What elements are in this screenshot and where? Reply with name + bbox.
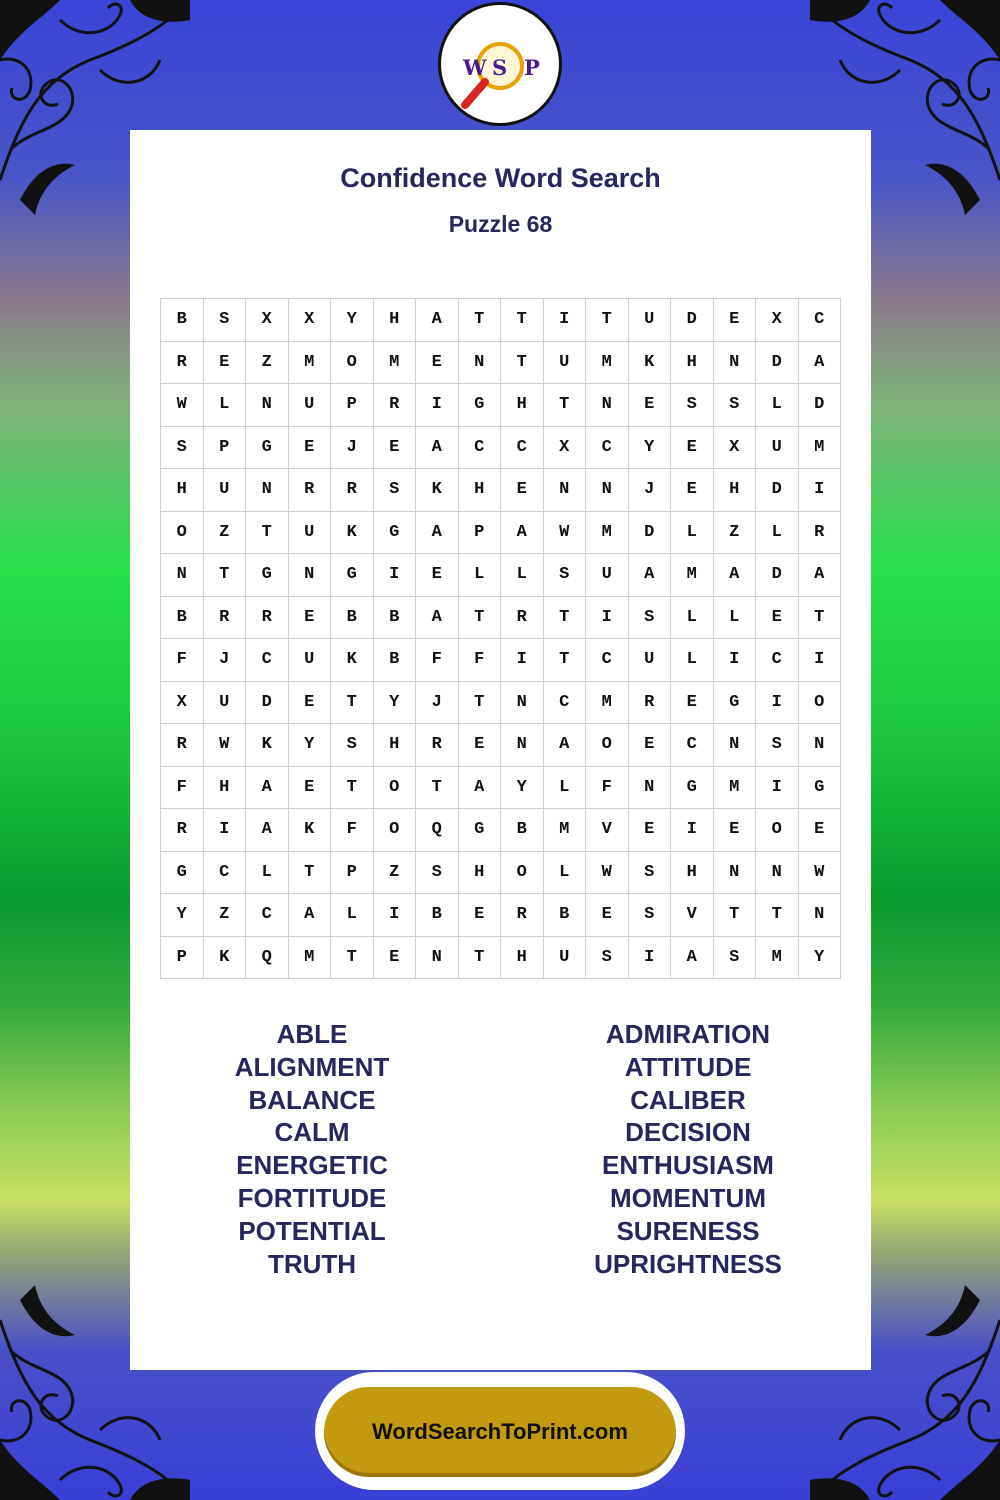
- grid-cell[interactable]: O: [756, 809, 799, 852]
- grid-cell[interactable]: S: [756, 724, 799, 767]
- grid-cell[interactable]: H: [204, 767, 247, 810]
- grid-cell[interactable]: E: [416, 554, 459, 597]
- grid-cell[interactable]: G: [246, 427, 289, 470]
- grid-cell[interactable]: W: [161, 384, 204, 427]
- word-list-item: ENERGETIC: [236, 1150, 388, 1181]
- grid-cell[interactable]: E: [629, 809, 672, 852]
- grid-cell[interactable]: C: [246, 894, 289, 937]
- grid-cell[interactable]: A: [246, 767, 289, 810]
- grid-cell[interactable]: P: [161, 937, 204, 980]
- grid-cell[interactable]: F: [161, 639, 204, 682]
- grid-cell[interactable]: I: [204, 809, 247, 852]
- grid-cell[interactable]: P: [459, 512, 502, 555]
- grid-cell[interactable]: H: [459, 469, 502, 512]
- grid-cell[interactable]: D: [756, 554, 799, 597]
- grid-cell[interactable]: G: [374, 512, 417, 555]
- grid-cell[interactable]: T: [416, 767, 459, 810]
- grid-cell[interactable]: L: [671, 639, 714, 682]
- grid-cell[interactable]: J: [331, 427, 374, 470]
- grid-cell[interactable]: A: [544, 724, 587, 767]
- grid-cell[interactable]: R: [246, 597, 289, 640]
- puzzle-number: Puzzle 68: [448, 211, 553, 237]
- logo-letter-s: S: [492, 55, 508, 80]
- grid-cell[interactable]: E: [289, 597, 332, 640]
- grid-cell[interactable]: I: [671, 809, 714, 852]
- letter-grid: [160, 298, 841, 979]
- grid-cell[interactable]: C: [586, 639, 629, 682]
- grid-cell[interactable]: D: [629, 512, 672, 555]
- grid-cell[interactable]: E: [289, 682, 332, 725]
- grid-cell[interactable]: G: [714, 682, 757, 725]
- grid-cell[interactable]: Y: [799, 937, 842, 980]
- grid-cell[interactable]: Y: [331, 299, 374, 342]
- grid-cell[interactable]: K: [204, 937, 247, 980]
- grid-cell[interactable]: L: [246, 852, 289, 895]
- grid-cell[interactable]: G: [459, 384, 502, 427]
- website-link-button[interactable]: WordSearchToPrint.com: [324, 1387, 676, 1477]
- grid-cell[interactable]: A: [459, 767, 502, 810]
- grid-cell[interactable]: R: [204, 597, 247, 640]
- grid-cell[interactable]: V: [586, 809, 629, 852]
- grid-cell[interactable]: U: [544, 937, 587, 980]
- grid-cell[interactable]: F: [416, 639, 459, 682]
- word-list-item: CALM: [274, 1117, 350, 1148]
- grid-cell[interactable]: T: [756, 894, 799, 937]
- grid-cell[interactable]: O: [374, 809, 417, 852]
- grid-cell[interactable]: O: [501, 852, 544, 895]
- grid-cell[interactable]: E: [204, 342, 247, 385]
- grid-cell[interactable]: T: [246, 512, 289, 555]
- grid-cell[interactable]: C: [501, 427, 544, 470]
- grid-cell[interactable]: R: [501, 597, 544, 640]
- grid-cell[interactable]: T: [459, 937, 502, 980]
- grid-cell[interactable]: U: [289, 639, 332, 682]
- grid-cell[interactable]: M: [544, 809, 587, 852]
- grid-cell[interactable]: N: [714, 342, 757, 385]
- grid-cell[interactable]: B: [374, 597, 417, 640]
- grid-cell[interactable]: Z: [374, 852, 417, 895]
- grid-cell[interactable]: I: [799, 639, 842, 682]
- grid-cell[interactable]: E: [671, 682, 714, 725]
- grid-cell[interactable]: R: [161, 724, 204, 767]
- grid-cell[interactable]: N: [629, 767, 672, 810]
- grid-cell[interactable]: T: [799, 597, 842, 640]
- grid-cell[interactable]: E: [586, 894, 629, 937]
- grid-cell[interactable]: R: [161, 809, 204, 852]
- word-list-item: SURENESS: [616, 1215, 760, 1246]
- grid-cell[interactable]: A: [416, 427, 459, 470]
- grid-cell[interactable]: W: [586, 852, 629, 895]
- grid-cell[interactable]: R: [161, 342, 204, 385]
- grid-cell[interactable]: T: [501, 342, 544, 385]
- grid-cell[interactable]: N: [459, 342, 502, 385]
- grid-cell[interactable]: S: [714, 937, 757, 980]
- grid-cell[interactable]: L: [544, 767, 587, 810]
- grid-cell[interactable]: B: [544, 894, 587, 937]
- grid-cell[interactable]: U: [544, 342, 587, 385]
- grid-cell[interactable]: E: [799, 809, 842, 852]
- grid-cell[interactable]: L: [459, 554, 502, 597]
- grid-cell[interactable]: M: [756, 937, 799, 980]
- grid-cell[interactable]: H: [501, 384, 544, 427]
- grid-cell[interactable]: L: [756, 512, 799, 555]
- grid-cell[interactable]: S: [331, 724, 374, 767]
- grid-cell[interactable]: G: [246, 554, 289, 597]
- grid-cell[interactable]: S: [544, 554, 587, 597]
- grid-cell[interactable]: U: [204, 682, 247, 725]
- grid-cell[interactable]: T: [459, 682, 502, 725]
- grid-cell[interactable]: S: [374, 469, 417, 512]
- grid-cell[interactable]: S: [586, 937, 629, 980]
- grid-cell[interactable]: N: [756, 852, 799, 895]
- grid-cell[interactable]: E: [629, 384, 672, 427]
- grid-cell[interactable]: R: [416, 724, 459, 767]
- grid-cell[interactable]: S: [416, 852, 459, 895]
- grid-cell[interactable]: S: [671, 384, 714, 427]
- grid-cell[interactable]: S: [629, 894, 672, 937]
- grid-cell[interactable]: H: [501, 937, 544, 980]
- grid-cell[interactable]: C: [459, 427, 502, 470]
- grid-cell[interactable]: T: [544, 597, 587, 640]
- grid-cell[interactable]: G: [161, 852, 204, 895]
- grid-cell[interactable]: H: [671, 852, 714, 895]
- grid-cell[interactable]: C: [204, 852, 247, 895]
- grid-cell[interactable]: J: [629, 469, 672, 512]
- grid-cell[interactable]: I: [756, 767, 799, 810]
- grid-cell[interactable]: S: [629, 852, 672, 895]
- grid-cell[interactable]: H: [714, 469, 757, 512]
- grid-cell[interactable]: M: [289, 342, 332, 385]
- word-list-item: POTENTIAL: [238, 1215, 386, 1246]
- word-list-item: FORTITUDE: [237, 1182, 387, 1213]
- grid-cell[interactable]: H: [161, 469, 204, 512]
- grid-cell[interactable]: P: [204, 427, 247, 470]
- grid-cell[interactable]: M: [586, 682, 629, 725]
- grid-cell[interactable]: M: [586, 342, 629, 385]
- logo-letter-p: P: [524, 55, 540, 80]
- grid-cell[interactable]: G: [799, 767, 842, 810]
- grid-cell[interactable]: M: [799, 427, 842, 470]
- grid-cell[interactable]: K: [289, 809, 332, 852]
- grid-cell[interactable]: N: [161, 554, 204, 597]
- grid-cell[interactable]: N: [501, 682, 544, 725]
- grid-cell[interactable]: W: [544, 512, 587, 555]
- grid-cell[interactable]: B: [161, 597, 204, 640]
- grid-cell[interactable]: M: [714, 767, 757, 810]
- grid-cell[interactable]: B: [331, 597, 374, 640]
- grid-cell[interactable]: Q: [416, 809, 459, 852]
- grid-cell[interactable]: N: [714, 724, 757, 767]
- grid-cell[interactable]: N: [586, 384, 629, 427]
- grid-cell[interactable]: I: [501, 639, 544, 682]
- grid-cell[interactable]: I: [374, 554, 417, 597]
- grid-cell[interactable]: U: [289, 384, 332, 427]
- grid-cell[interactable]: Z: [246, 342, 289, 385]
- grid-cell[interactable]: T: [459, 299, 502, 342]
- grid-cell[interactable]: T: [331, 682, 374, 725]
- grid-cell[interactable]: A: [416, 299, 459, 342]
- grid-cell[interactable]: G: [331, 554, 374, 597]
- grid-cell[interactable]: M: [374, 342, 417, 385]
- page-title: Confidence Word Search: [340, 163, 661, 193]
- grid-cell[interactable]: U: [289, 512, 332, 555]
- grid-cell[interactable]: A: [629, 554, 672, 597]
- grid-cell[interactable]: E: [416, 342, 459, 385]
- grid-cell[interactable]: X: [289, 299, 332, 342]
- grid-cell[interactable]: E: [671, 469, 714, 512]
- grid-cell[interactable]: T: [501, 299, 544, 342]
- grid-cell[interactable]: Z: [204, 894, 247, 937]
- grid-cell[interactable]: K: [629, 342, 672, 385]
- grid-cell[interactable]: D: [799, 384, 842, 427]
- grid-cell[interactable]: Z: [204, 512, 247, 555]
- grid-cell[interactable]: R: [501, 894, 544, 937]
- grid-cell[interactable]: R: [799, 512, 842, 555]
- grid-cell[interactable]: K: [246, 724, 289, 767]
- grid-cell[interactable]: U: [756, 427, 799, 470]
- word-list-left: [162, 1018, 462, 1280]
- grid-cell[interactable]: D: [246, 682, 289, 725]
- grid-cell[interactable]: D: [756, 342, 799, 385]
- grid-cell[interactable]: T: [289, 852, 332, 895]
- grid-cell[interactable]: O: [331, 342, 374, 385]
- word-list-item: MOMENTUM: [610, 1182, 766, 1213]
- grid-cell[interactable]: Y: [629, 427, 672, 470]
- grid-cell[interactable]: X: [161, 682, 204, 725]
- grid-cell[interactable]: S: [161, 427, 204, 470]
- grid-cell[interactable]: C: [586, 427, 629, 470]
- grid-cell[interactable]: X: [714, 427, 757, 470]
- grid-cell[interactable]: H: [671, 342, 714, 385]
- grid-cell[interactable]: B: [374, 639, 417, 682]
- grid-cell[interactable]: B: [501, 809, 544, 852]
- grid-cell[interactable]: P: [331, 852, 374, 895]
- grid-cell[interactable]: N: [799, 894, 842, 937]
- grid-cell[interactable]: O: [161, 512, 204, 555]
- grid-cell[interactable]: A: [671, 937, 714, 980]
- grid-cell[interactable]: T: [544, 639, 587, 682]
- grid-cell[interactable]: Y: [161, 894, 204, 937]
- grid-cell[interactable]: N: [289, 554, 332, 597]
- grid-cell[interactable]: L: [544, 852, 587, 895]
- grid-cell[interactable]: W: [204, 724, 247, 767]
- grid-cell[interactable]: L: [331, 894, 374, 937]
- grid-cell[interactable]: F: [459, 639, 502, 682]
- grid-cell[interactable]: E: [756, 597, 799, 640]
- grid-cell[interactable]: M: [289, 937, 332, 980]
- grid-cell[interactable]: N: [246, 384, 289, 427]
- grid-cell[interactable]: J: [416, 682, 459, 725]
- word-list-item: UPRIGHTNESS: [594, 1248, 782, 1279]
- grid-cell[interactable]: R: [629, 682, 672, 725]
- grid-cell[interactable]: P: [331, 384, 374, 427]
- grid-cell[interactable]: E: [459, 724, 502, 767]
- word-list-item: DECISION: [625, 1117, 751, 1148]
- grid-cell[interactable]: Q: [246, 937, 289, 980]
- grid-cell[interactable]: U: [586, 554, 629, 597]
- grid-cell[interactable]: E: [501, 469, 544, 512]
- grid-cell[interactable]: G: [671, 767, 714, 810]
- grid-cell[interactable]: A: [501, 512, 544, 555]
- grid-cell[interactable]: S: [629, 597, 672, 640]
- word-list-right: [538, 1018, 838, 1280]
- grid-cell[interactable]: N: [544, 469, 587, 512]
- grid-cell[interactable]: F: [586, 767, 629, 810]
- grid-cell[interactable]: B: [161, 299, 204, 342]
- grid-cell[interactable]: N: [799, 724, 842, 767]
- grid-cell[interactable]: F: [331, 809, 374, 852]
- grid-cell[interactable]: I: [544, 299, 587, 342]
- word-list-item: ADMIRATION: [605, 1019, 771, 1049]
- grid-cell[interactable]: A: [799, 554, 842, 597]
- grid-cell[interactable]: N: [714, 852, 757, 895]
- grid-cell[interactable]: A: [416, 512, 459, 555]
- puzzle-sheet: [130, 130, 871, 1370]
- grid-cell[interactable]: M: [671, 554, 714, 597]
- grid-cell[interactable]: O: [586, 724, 629, 767]
- grid-cell[interactable]: C: [246, 639, 289, 682]
- site-logo[interactable]: [438, 2, 562, 126]
- grid-cell[interactable]: B: [416, 894, 459, 937]
- grid-cell[interactable]: E: [374, 427, 417, 470]
- grid-cell[interactable]: T: [714, 894, 757, 937]
- grid-cell[interactable]: H: [459, 852, 502, 895]
- grid-cell[interactable]: M: [586, 512, 629, 555]
- grid-cell[interactable]: A: [416, 597, 459, 640]
- grid-cell[interactable]: X: [756, 299, 799, 342]
- grid-cell[interactable]: E: [374, 937, 417, 980]
- grid-cell[interactable]: A: [799, 342, 842, 385]
- grid-cell[interactable]: I: [416, 384, 459, 427]
- grid-cell[interactable]: O: [374, 767, 417, 810]
- grid-cell[interactable]: L: [671, 512, 714, 555]
- grid-cell[interactable]: A: [289, 894, 332, 937]
- grid-cell[interactable]: R: [289, 469, 332, 512]
- grid-cell[interactable]: R: [374, 384, 417, 427]
- grid-cell[interactable]: I: [629, 937, 672, 980]
- grid-cell[interactable]: J: [204, 639, 247, 682]
- grid-cell[interactable]: S: [204, 299, 247, 342]
- grid-cell[interactable]: I: [374, 894, 417, 937]
- grid-cell[interactable]: Z: [714, 512, 757, 555]
- grid-cell[interactable]: I: [756, 682, 799, 725]
- word-list-item: TRUTH: [267, 1248, 357, 1279]
- grid-cell[interactable]: I: [586, 597, 629, 640]
- grid-cell[interactable]: T: [459, 597, 502, 640]
- grid-cell[interactable]: Y: [501, 767, 544, 810]
- word-list-item: ALIGNMENT: [234, 1051, 390, 1082]
- grid-cell[interactable]: E: [714, 299, 757, 342]
- grid-cell[interactable]: T: [586, 299, 629, 342]
- grid-cell[interactable]: E: [629, 724, 672, 767]
- grid-cell[interactable]: X: [544, 427, 587, 470]
- grid-cell[interactable]: T: [204, 554, 247, 597]
- grid-cell[interactable]: E: [671, 427, 714, 470]
- logo-letter-w: W: [463, 55, 487, 80]
- grid-cell[interactable]: C: [756, 639, 799, 682]
- grid-cell[interactable]: U: [204, 469, 247, 512]
- grid-cell[interactable]: N: [246, 469, 289, 512]
- grid-cell[interactable]: D: [756, 469, 799, 512]
- grid-cell[interactable]: V: [671, 894, 714, 937]
- grid-cell[interactable]: U: [629, 639, 672, 682]
- grid-cell[interactable]: T: [544, 384, 587, 427]
- grid-cell[interactable]: A: [714, 554, 757, 597]
- grid-cell[interactable]: Y: [289, 724, 332, 767]
- grid-cell[interactable]: R: [331, 469, 374, 512]
- grid-cell[interactable]: N: [501, 724, 544, 767]
- grid-cell[interactable]: C: [671, 724, 714, 767]
- grid-cell[interactable]: U: [629, 299, 672, 342]
- grid-cell[interactable]: A: [246, 809, 289, 852]
- word-list-item: ABLE: [276, 1019, 348, 1049]
- grid-cell[interactable]: S: [714, 384, 757, 427]
- grid-cell[interactable]: L: [671, 597, 714, 640]
- grid-cell[interactable]: Y: [374, 682, 417, 725]
- word-list-item: BALANCE: [248, 1084, 376, 1115]
- grid-cell[interactable]: K: [331, 639, 374, 682]
- grid-cell[interactable]: I: [714, 639, 757, 682]
- grid-cell[interactable]: I: [799, 469, 842, 512]
- word-list-item: CALIBER: [630, 1084, 746, 1115]
- grid-cell[interactable]: F: [161, 767, 204, 810]
- grid-cell[interactable]: H: [374, 299, 417, 342]
- grid-cell[interactable]: G: [459, 809, 502, 852]
- grid-cell[interactable]: L: [714, 597, 757, 640]
- grid-cell[interactable]: E: [714, 809, 757, 852]
- grid-cell[interactable]: D: [671, 299, 714, 342]
- grid-cell[interactable]: L: [204, 384, 247, 427]
- magnifying-glass-icon: [441, 5, 559, 123]
- grid-cell[interactable]: T: [331, 767, 374, 810]
- grid-cell[interactable]: C: [799, 299, 842, 342]
- word-list-item: ENTHUSIASM: [602, 1150, 774, 1181]
- grid-cell[interactable]: X: [246, 299, 289, 342]
- grid-cell[interactable]: L: [501, 554, 544, 597]
- grid-cell[interactable]: W: [799, 852, 842, 895]
- grid-cell[interactable]: L: [756, 384, 799, 427]
- grid-cell[interactable]: E: [289, 427, 332, 470]
- grid-cell[interactable]: E: [289, 767, 332, 810]
- word-list-item: ATTITUDE: [624, 1051, 752, 1082]
- grid-cell[interactable]: K: [416, 469, 459, 512]
- grid-cell[interactable]: O: [799, 682, 842, 725]
- grid-cell[interactable]: T: [331, 937, 374, 980]
- grid-cell[interactable]: N: [586, 469, 629, 512]
- grid-cell[interactable]: N: [416, 937, 459, 980]
- grid-cell[interactable]: E: [459, 894, 502, 937]
- grid-cell[interactable]: K: [331, 512, 374, 555]
- grid-cell[interactable]: H: [374, 724, 417, 767]
- grid-cell[interactable]: C: [544, 682, 587, 725]
